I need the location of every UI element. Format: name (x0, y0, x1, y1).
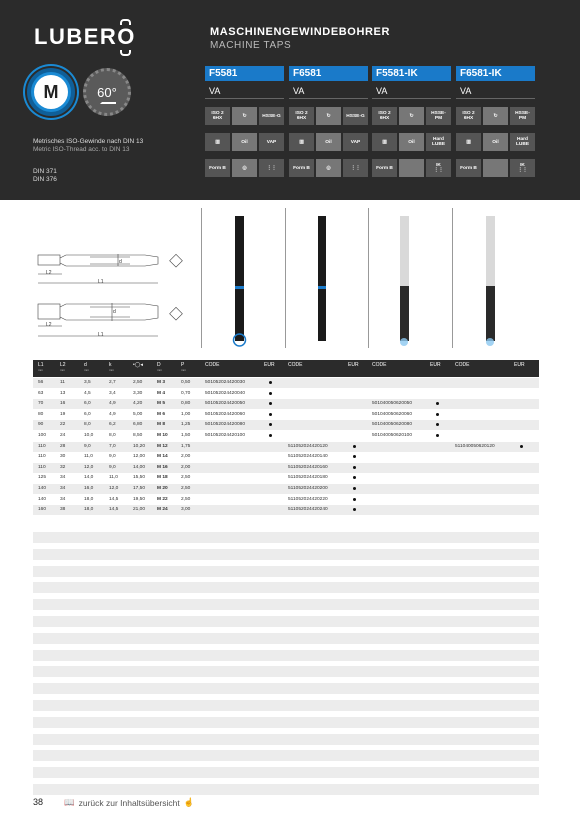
availability-dot (353, 487, 356, 490)
property-icon: Form B (456, 159, 481, 177)
column-header: L1 mm (38, 362, 44, 372)
product-material: VA (289, 84, 368, 99)
article-code: 501040050620100 (372, 433, 413, 438)
table-cell: 110 (38, 464, 46, 470)
title-en: MACHINE TAPS (210, 40, 292, 51)
table-cell: 17,50 (133, 486, 146, 491)
back-to-contents-link[interactable] (64, 797, 194, 808)
availability-dot (353, 455, 356, 458)
tap-dimension-diagram-1 (38, 254, 182, 283)
column-header: EUR (264, 362, 275, 368)
table-cell: 18,0 (84, 496, 94, 502)
table-cell: 21,00 (133, 507, 146, 513)
table-cell: 9,0 (84, 443, 91, 449)
table-cell: 1,00 (181, 411, 191, 417)
article-code: 501052024420080 (205, 422, 246, 428)
product-code: F6581 (289, 66, 368, 81)
table-cell: 15,50 (133, 475, 146, 481)
page-number: 38 (33, 797, 44, 807)
table-cell: M 20 (157, 486, 168, 491)
property-icon-row (289, 107, 368, 125)
article-code: 511040050620120 (455, 443, 495, 449)
table-cell: M 22 (157, 496, 168, 502)
product-material: VA (372, 84, 451, 99)
table-cell: 6,80 (133, 422, 143, 428)
table-cell: M 18 (157, 475, 168, 481)
table-cell: 110 (38, 454, 46, 460)
table-row (33, 473, 539, 483)
property-icon-row (205, 133, 284, 151)
availability-dot (269, 413, 272, 416)
column-header: EUR (430, 362, 441, 368)
table-cell: 80 (38, 411, 44, 417)
property-icon: ▥ (205, 133, 230, 151)
availability-dot (353, 498, 356, 501)
empty-table-row (33, 582, 539, 593)
divider (201, 208, 202, 348)
table-cell: 11,0 (84, 454, 93, 460)
table-cell: 160 (38, 507, 47, 513)
table-row (33, 378, 539, 388)
table-cell: 14,00 (133, 464, 146, 470)
table-cell: M 12 (157, 443, 168, 449)
desc-en: Metric ISO-Thread acc. to DIN 13 (33, 146, 130, 153)
table-row (33, 463, 539, 473)
empty-table-row (33, 549, 539, 560)
property-icon: HSSE- PM (426, 107, 451, 125)
table-cell: 7,0 (109, 443, 116, 449)
property-icon: ISO 2 6HX (289, 107, 314, 125)
table-cell: 22 (60, 422, 66, 428)
availability-dot (269, 402, 272, 405)
property-icon (483, 159, 508, 177)
table-cell: M 10 (157, 433, 168, 438)
article-code: 511052024420180 (288, 475, 328, 481)
table-cell: 34 (60, 486, 66, 491)
tap-photo-4 (486, 216, 495, 346)
article-code: 501040050620060 (372, 411, 413, 417)
hand-pointer-icon: ☝ (183, 797, 195, 807)
property-icon-row (456, 107, 535, 125)
product-column (205, 66, 284, 177)
table-row (33, 442, 539, 452)
availability-dot (353, 476, 356, 479)
empty-table-row (33, 633, 539, 644)
property-icon: Oil (232, 133, 257, 151)
column-header: EUR (514, 362, 525, 368)
property-icon-row (289, 133, 368, 151)
article-code: 501052024420040 (205, 390, 246, 396)
empty-table-row (33, 700, 539, 711)
table-cell: 4,9 (109, 411, 116, 417)
table-cell: M 24 (157, 507, 168, 513)
table-cell: 4,9 (109, 401, 116, 407)
table-row (33, 389, 539, 399)
table-cell: 100 (38, 433, 47, 438)
property-icon: ISO 2 6HX (205, 107, 230, 125)
article-code: 501052024420060 (205, 411, 246, 417)
table-cell: 1,50 (181, 433, 191, 438)
availability-dot (436, 423, 439, 426)
diagram-label-l2b: L2 (46, 322, 52, 328)
table-cell: 10,20 (133, 443, 146, 449)
table-cell: 110 (38, 443, 46, 449)
property-icon: ▥ (372, 133, 397, 151)
property-icon: IK ⋮⋮ (510, 159, 535, 177)
table-row (33, 452, 539, 462)
article-code: 501052024420030 (205, 380, 246, 385)
table-cell: 11 (60, 380, 65, 385)
availability-dot (436, 413, 439, 416)
property-icon: ▥ (456, 133, 481, 151)
table-cell: 16 (60, 401, 66, 407)
table-cell: 0,80 (181, 401, 191, 407)
article-code: 501052024420100 (205, 433, 246, 438)
property-icon-row (205, 107, 284, 125)
property-icon-row (289, 159, 368, 177)
property-icon-row (372, 159, 451, 177)
empty-table-row (33, 734, 539, 745)
angle-badge: 60° (83, 68, 131, 116)
property-icon: ▥ (289, 133, 314, 151)
property-icon: ⋮⋮ (259, 159, 284, 177)
table-cell: 3,30 (133, 390, 143, 396)
table-cell: 1,75 (181, 443, 191, 449)
table-cell: 19 (60, 411, 66, 417)
table-cell: 32 (60, 464, 66, 470)
table-cell: 140 (38, 486, 47, 491)
back-link-label: zurück zur Inhaltsübersicht (78, 797, 180, 808)
property-icon: ISO 2 6HX (372, 107, 397, 125)
table-cell: 9,0 (109, 454, 116, 460)
table-cell: 8,0 (109, 433, 116, 438)
table-cell: 24 (60, 433, 66, 438)
diagram-label-l2: L2 (46, 270, 52, 276)
table-cell: 14,5 (109, 507, 119, 513)
empty-table-row (33, 717, 539, 728)
table-cell: 56 (38, 380, 44, 385)
table-cell: 28 (60, 443, 66, 449)
din-376: DIN 376 (33, 176, 57, 183)
table-cell: M 3 (157, 380, 165, 385)
divider (368, 208, 369, 348)
table-cell: M 8 (157, 422, 165, 428)
column-header: CODE (205, 362, 220, 368)
property-icon (399, 159, 424, 177)
metric-badge: M (27, 68, 75, 116)
property-icon: Oil (483, 133, 508, 151)
column-header: L2 mm (60, 362, 66, 372)
product-column (289, 66, 368, 177)
property-icon: ◎ (316, 159, 341, 177)
table-row (33, 410, 539, 420)
din-371: DIN 371 (33, 168, 57, 175)
table-row (33, 495, 539, 505)
property-icon-row (372, 107, 451, 125)
tap-photo-1 (234, 216, 246, 346)
table-cell: M 16 (157, 464, 168, 470)
availability-dot (353, 445, 356, 448)
product-code: F5581 (205, 66, 284, 81)
property-icon: Hard LUBE (426, 133, 451, 151)
article-code: 511052024420240 (288, 507, 328, 513)
tap-dimension-diagram-2 (38, 303, 182, 336)
property-icon: HSSE-G (343, 107, 368, 125)
property-icon: Form B (205, 159, 230, 177)
table-cell: 0,50 (181, 380, 191, 385)
product-material: VA (456, 84, 535, 99)
availability-dot (520, 445, 523, 448)
table-cell: 12,00 (133, 454, 146, 460)
diagram-label-db: d (113, 309, 116, 315)
table-cell: 19,50 (133, 496, 146, 502)
table-cell: 13 (60, 390, 66, 396)
empty-table-row (33, 767, 539, 778)
empty-table-row (33, 616, 539, 627)
property-icon: Hard LUBE (510, 133, 535, 151)
tap-photo-2 (318, 216, 326, 341)
diagram-label-d: d (119, 259, 122, 265)
table-row (33, 431, 539, 441)
product-code: F5581-IK (372, 66, 451, 81)
article-code: 511052024420160 (288, 464, 328, 470)
product-code: F6581-IK (456, 66, 535, 81)
divider (452, 208, 453, 348)
table-cell: 2,50 (181, 496, 191, 502)
empty-table-row (33, 532, 539, 543)
diagram-label-l1b: L1 (98, 332, 104, 338)
product-illustrations (0, 208, 580, 353)
article-code: 511052024420140 (288, 454, 328, 460)
table-cell: 70 (38, 401, 44, 407)
availability-dot (269, 381, 272, 384)
table-cell: 6,2 (109, 422, 116, 428)
table-cell: 4,5 (84, 390, 91, 396)
availability-dot (269, 392, 272, 395)
article-code: 511052024420200 (288, 486, 328, 491)
table-cell: 2,00 (181, 464, 191, 470)
table-cell: 2,50 (133, 380, 143, 385)
availability-dot (269, 434, 272, 437)
property-icon: Oil (316, 133, 341, 151)
property-icon: Oil (399, 133, 424, 151)
table-cell: 2,7 (109, 380, 116, 385)
empty-table-row (33, 784, 539, 795)
table-row (33, 420, 539, 430)
table-cell: 9,0 (109, 464, 116, 470)
empty-table-row (33, 666, 539, 677)
empty-table-row (33, 566, 539, 577)
column-header: D mm (157, 362, 162, 372)
property-icon: Form B (372, 159, 397, 177)
table-cell: 3,00 (181, 507, 191, 513)
table-cell: 12,0 (84, 464, 94, 470)
table-cell: 8,0 (84, 422, 91, 428)
property-icon: HSSE- PM (510, 107, 535, 125)
property-icon: ⋮⋮ (343, 159, 368, 177)
table-cell: 30 (60, 454, 66, 460)
property-icon: HSSE-G (259, 107, 284, 125)
property-icon: ◎ (232, 159, 257, 177)
table-cell: 63 (38, 390, 44, 396)
table-cell: 2,50 (181, 486, 191, 491)
table-cell: M 5 (157, 401, 165, 407)
product-column (456, 66, 535, 177)
property-icon: VAP (343, 133, 368, 151)
table-cell: 140 (38, 496, 47, 502)
table-cell: M 6 (157, 411, 165, 417)
product-material: VA (205, 84, 284, 99)
property-icon-row (456, 133, 535, 151)
table-cell: 38 (60, 507, 66, 513)
table-cell: M 4 (157, 390, 165, 396)
table-cell: 3,4 (109, 390, 116, 396)
property-icon: ↻ (232, 107, 257, 125)
availability-dot (436, 434, 439, 437)
table-cell: 2,00 (181, 454, 191, 460)
table-cell: 11,0 (109, 475, 118, 481)
table-cell: 1,25 (181, 422, 191, 428)
table-row (33, 505, 539, 515)
table-cell: 3,5 (84, 380, 91, 385)
title-de: MASCHINENGEWINDEBOHRER (210, 26, 391, 38)
table-cell: 0,70 (181, 390, 191, 396)
table-cell: 34 (60, 475, 66, 481)
table-cell: 12,0 (109, 486, 119, 491)
table-row (33, 399, 539, 409)
tap-photo-3 (400, 216, 409, 346)
column-header: CODE (372, 362, 387, 368)
table-cell: M 14 (157, 454, 168, 460)
article-code: 511052024420120 (288, 443, 328, 449)
table-cell: 4,20 (133, 401, 143, 407)
column-header: CODE (455, 362, 470, 368)
property-icon: IK ⋮⋮ (426, 159, 451, 177)
table-cell: 125 (38, 475, 47, 481)
article-code: 511052024420220 (288, 496, 328, 502)
property-icon: ↻ (483, 107, 508, 125)
property-icon: ↻ (399, 107, 424, 125)
drill-diameter-icon: •◯◂ (133, 362, 143, 368)
property-icon-row (372, 133, 451, 151)
product-column (372, 66, 451, 177)
article-code: 501040050620080 (372, 422, 413, 428)
availability-dot (269, 423, 272, 426)
availability-dot (353, 466, 356, 469)
table-cell: 16,0 (84, 486, 94, 491)
table-cell: 34 (60, 496, 66, 502)
empty-table-row (33, 650, 539, 661)
table-cell: 10,0 (84, 433, 94, 438)
column-header: P mm (181, 362, 186, 372)
table-cell: 5,00 (133, 411, 143, 417)
empty-table-row (33, 599, 539, 610)
table-cell: 18,0 (84, 507, 94, 513)
table-cell: 8,50 (133, 433, 143, 438)
diagram-label-l1: L1 (98, 279, 104, 285)
empty-table-row (33, 750, 539, 761)
property-icon: VAP (259, 133, 284, 151)
column-header: CODE (288, 362, 303, 368)
table-cell: 90 (38, 422, 44, 428)
availability-dot (436, 402, 439, 405)
column-header: k mm (109, 362, 114, 372)
brand-logo: LUBERO (34, 24, 136, 49)
table-header (33, 360, 539, 377)
desc-de: Metrisches ISO-Gewinde nach DIN 13 (33, 138, 144, 145)
table-cell: 6,0 (84, 401, 91, 407)
empty-table-row (33, 683, 539, 694)
table-cell: 2,50 (181, 475, 191, 481)
property-icon: ISO 2 6HX (456, 107, 481, 125)
property-icon: ↻ (316, 107, 341, 125)
availability-dot (353, 508, 356, 511)
column-header: EUR (348, 362, 359, 368)
article-code: 501052024420050 (205, 401, 246, 407)
table-cell: 14,0 (84, 475, 94, 481)
table-row (33, 484, 539, 494)
column-header: d mm (84, 362, 89, 372)
table-cell: 6,0 (84, 411, 91, 417)
divider (285, 208, 286, 348)
property-icon-row (205, 159, 284, 177)
property-icon-row (456, 159, 535, 177)
book-icon: 📖 (64, 797, 75, 807)
article-code: 501040050620050 (372, 401, 413, 407)
property-icon: Form B (289, 159, 314, 177)
table-cell: 14,5 (109, 496, 119, 502)
